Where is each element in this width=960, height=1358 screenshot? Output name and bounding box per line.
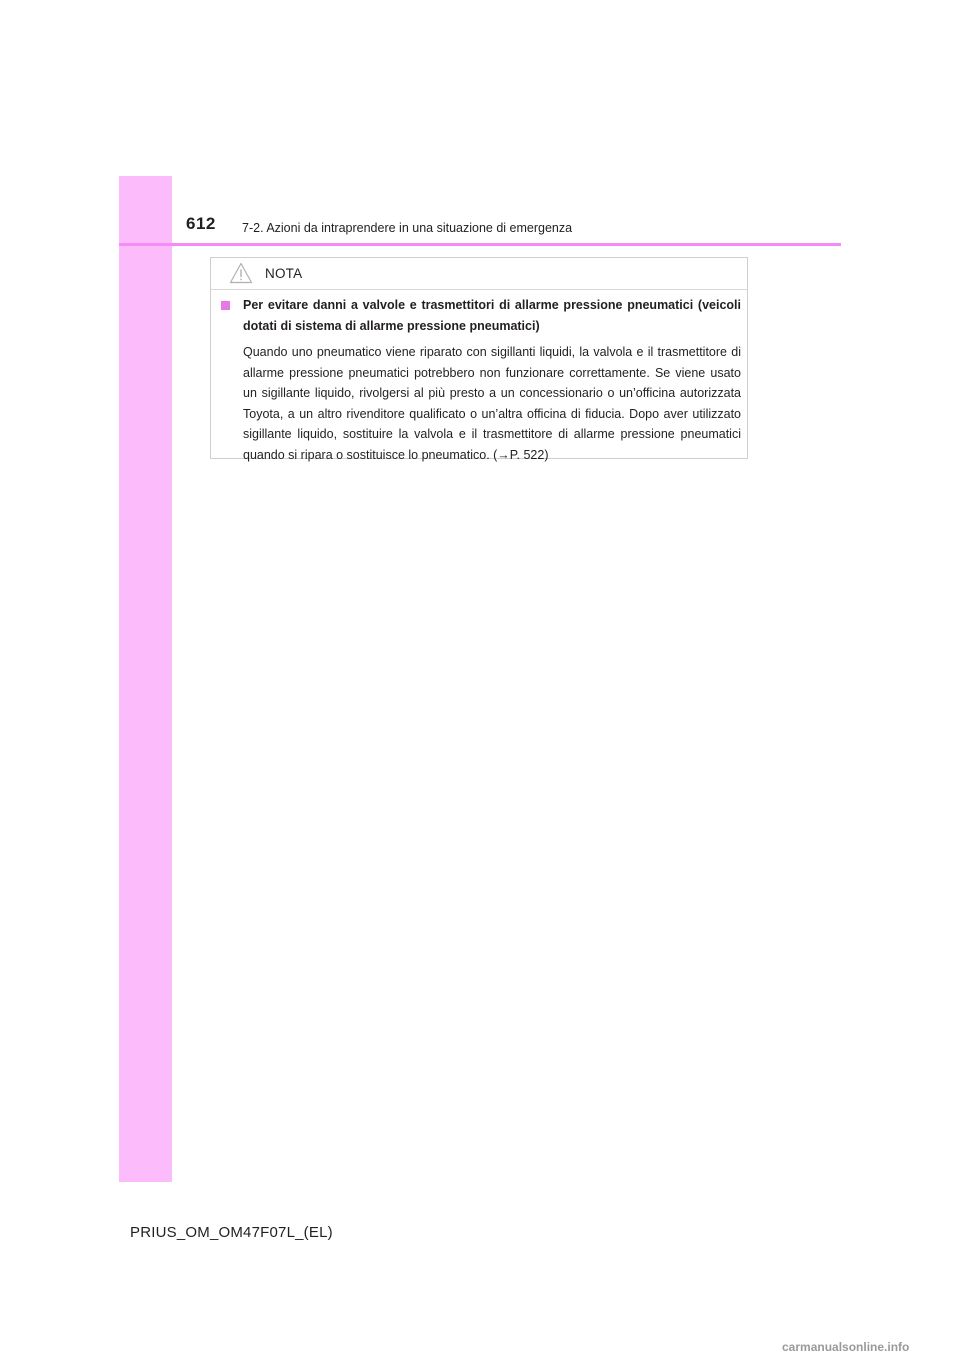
note-header [229, 261, 302, 285]
note-heading: Per evitare danni a valvole e trasmettitori di allarme pressione pneumatici (veicoli dotati di sistema di allarme pressione pneumatici) [243, 298, 741, 333]
chapter-side-band [119, 176, 172, 1182]
footer-doc-code: PRIUS_OM_OM47F07L_(EL) [130, 1224, 333, 1241]
warning-triangle-icon [229, 262, 253, 284]
note-divider [211, 289, 747, 290]
bullet-square-icon [221, 301, 230, 310]
section-title: 7-2. Azioni da intraprendere in una situazione di emergenza [242, 221, 573, 235]
note-body: Quando uno pneumatico viene riparato con sigillanti liquidi, la valvola e il trasmettitore di allarme pressione pneumatici potrebbero non funzionare correttamente. Se viene usato un sigillante liquido, rivolgersi al più presto a un concessionario o un’officina autorizzata Toyota, a un altro rivenditore qualificato o un’altra officina di fiducia. Dopo aver utilizzato sigillante liquido, sostituire la valvola e il trasmettitore di allarme pressione pneumatici quando si ripara o sostituisce lo pneumatico. (→P. 522) [243, 345, 741, 462]
watermark[interactable]: carmanualsonline.info [782, 1340, 910, 1354]
note-box [210, 257, 748, 462]
header-rule [119, 243, 841, 246]
page-number: 612 [186, 214, 216, 233]
note-label: NOTA [265, 265, 303, 281]
